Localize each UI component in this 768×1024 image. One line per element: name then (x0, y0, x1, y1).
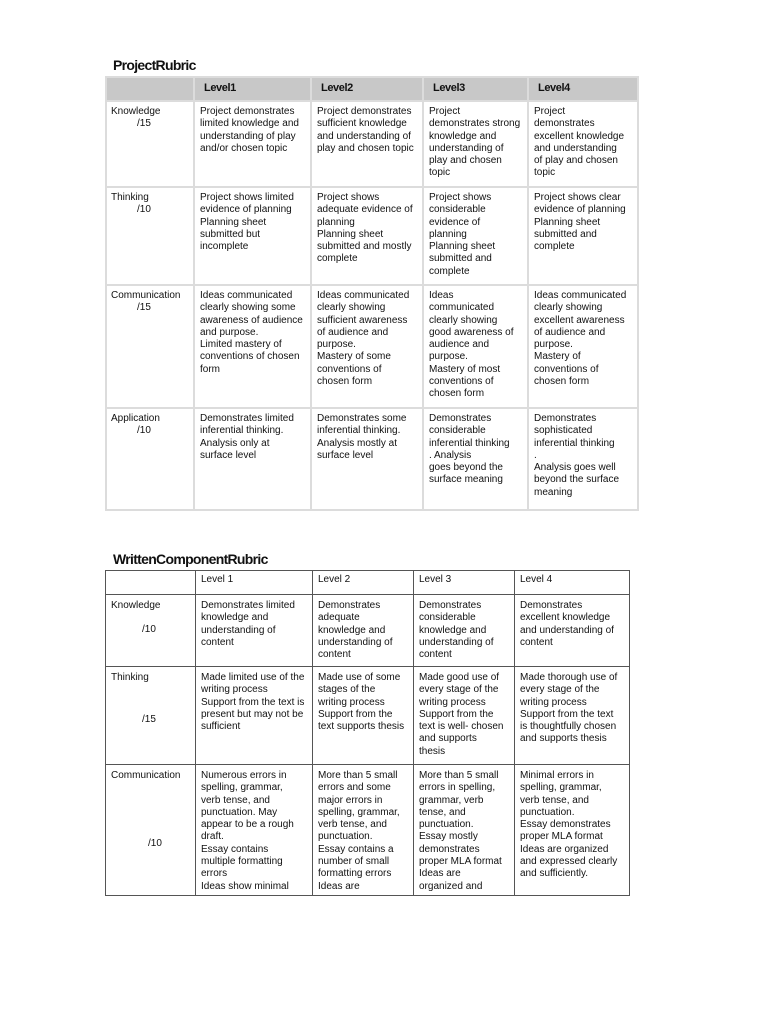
rubric-cell: Ideas communicated clearly showing excellent awareness of audience and purpose. Mastery of conventions of chosen form (528, 285, 638, 408)
project-rubric-title: ProjectRubric (113, 57, 196, 73)
header-criterion-cell (106, 77, 194, 101)
rubric-cell: Made thorough use of every stage of the writing process Support from the text is thoughtfully chosen and supports thesis (515, 667, 630, 765)
rubric-cell: Demonstrates considerable inferential thinking . Analysis goes beyond the surface meaning (423, 408, 528, 510)
rubric-cell: Made use of some stages of the writing process Support from the text supports thesis (313, 667, 414, 765)
rubric-cell: Project demonstrates strong knowledge and understanding of play and chosen topic (423, 101, 528, 187)
rubric-cell: Project shows limited evidence of planning Planning sheet submitted but incomplete (194, 187, 311, 285)
rubric-cell: Ideas communicated clearly showing sufficient awareness of audience and purpose. Mastery of some conventions of chosen form (311, 285, 423, 408)
criterion-score: /15 (142, 714, 156, 726)
rubric-cell: Demonstrates excellent knowledge and understanding of content (515, 595, 630, 667)
rubric-cell: Demonstrates limited inferential thinking. Analysis only at surface level (194, 408, 311, 510)
criterion-name: Communication (111, 290, 181, 301)
header-level-2: Level 2 (313, 571, 414, 595)
criterion-name: Application (111, 413, 160, 424)
table-row (106, 187, 638, 285)
rubric-cell: Demonstrates sophisticated inferential thinking . Analysis goes well beyond the surface meaning (528, 408, 638, 510)
table-row (106, 101, 638, 187)
rubric-cell: Project demonstrates excellent knowledge and understanding of play and chosen topic (528, 101, 638, 187)
criterion-name: Communication (111, 770, 181, 781)
rubric-cell: Ideas communicated clearly showing some awareness of audience and purpose. Limited mastery of conventions of chosen form (194, 285, 311, 408)
criterion-score: /10 (137, 425, 151, 437)
rubric-cell: Project demonstrates sufficient knowledge and understanding of play and chosen topic (311, 101, 423, 187)
table-row (106, 595, 630, 667)
criterion-cell (106, 285, 194, 408)
rubric-cell: Ideas communicated clearly showing good awareness of audience and purpose. Mastery of most conventions of chosen form (423, 285, 528, 408)
criterion-cell (106, 101, 194, 187)
table-row (106, 765, 630, 896)
header-level-3: Level3 (423, 77, 528, 101)
header-level-3: Level 3 (414, 571, 515, 595)
rubric-cell: Demonstrates some inferential thinking. Analysis mostly at surface level (311, 408, 423, 510)
table-header-row (106, 571, 630, 595)
written-rubric-table (105, 570, 630, 896)
rubric-cell: Made good use of every stage of the writing process Support from the text is well- chosen and supports thesis (414, 667, 515, 765)
header-level-1: Level 1 (196, 571, 313, 595)
header-level-4: Level 4 (515, 571, 630, 595)
rubric-cell: More than 5 small errors and some major errors in spelling, grammar, verb tense, and punctuation. Essay contains a number of small formatting errors Ideas are (313, 765, 414, 896)
criterion-cell (106, 667, 196, 765)
rubric-cell: Numerous errors in spelling, grammar, verb tense, and punctuation. May appear to be a rough draft. Essay contains multiple formatting errors Ideas show minimal (196, 765, 313, 896)
criterion-name: Knowledge (111, 600, 161, 611)
rubric-cell: Demonstrates limited knowledge and understanding of content (196, 595, 313, 667)
project-rubric-table (105, 76, 639, 511)
criterion-score: /10 (137, 204, 151, 216)
criterion-score: /10 (148, 838, 162, 850)
rubric-cell: Made limited use of the writing process Support from the text is present but may not be sufficient (196, 667, 313, 765)
rubric-cell: Minimal errors in spelling, grammar, verb tense, and punctuation. Essay demonstrates proper MLA format Ideas are organized and expressed clearly and sufficiently. (515, 765, 630, 896)
rubric-cell: More than 5 small errors in spelling, grammar, verb tense, and punctuation. Essay mostly demonstrates proper MLA format Ideas are organized and (414, 765, 515, 896)
header-level-2: Level2 (311, 77, 423, 101)
criterion-score: /10 (142, 624, 156, 636)
criterion-score: /15 (137, 302, 151, 314)
criterion-score: /15 (137, 118, 151, 130)
header-level-1: Level1 (194, 77, 311, 101)
header-criterion-cell (106, 571, 196, 595)
criterion-cell (106, 595, 196, 667)
table-header-row (106, 77, 638, 101)
criterion-cell (106, 408, 194, 510)
rubric-cell: Project shows adequate evidence of planning Planning sheet submitted and mostly complete (311, 187, 423, 285)
table-row (106, 285, 638, 408)
rubric-cell: Project shows clear evidence of planning Planning sheet submitted and complete (528, 187, 638, 285)
table-row (106, 667, 630, 765)
criterion-cell (106, 765, 196, 896)
criterion-name: Thinking (111, 192, 149, 203)
header-level-4: Level4 (528, 77, 638, 101)
rubric-cell: Demonstrates considerable knowledge and understanding of content (414, 595, 515, 667)
criterion-name: Thinking (111, 672, 149, 683)
table-row (106, 408, 638, 510)
written-rubric-title: WrittenComponentRubric (113, 551, 268, 567)
rubric-cell: Project shows considerable evidence of planning Planning sheet submitted and complete (423, 187, 528, 285)
rubric-cell: Demonstrates adequate knowledge and understanding of content (313, 595, 414, 667)
rubric-cell: Project demonstrates limited knowledge and understanding of play and/or chosen topic (194, 101, 311, 187)
criterion-cell (106, 187, 194, 285)
criterion-name: Knowledge (111, 106, 161, 117)
